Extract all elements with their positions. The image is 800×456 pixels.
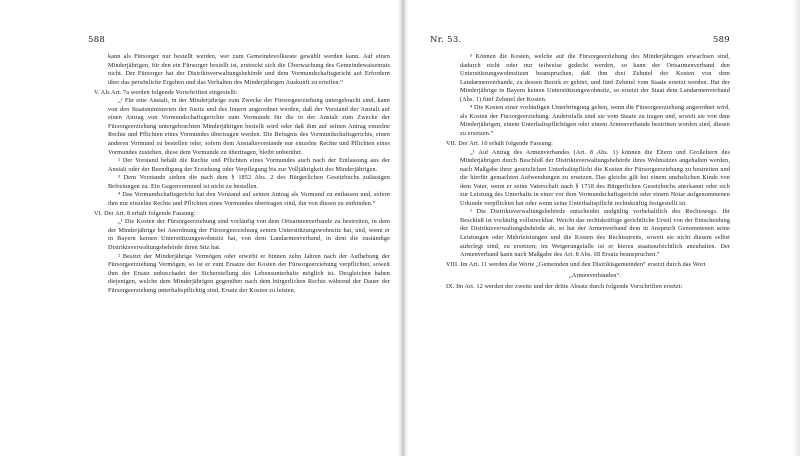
right-page bbox=[418, 0, 730, 456]
right-page-body bbox=[446, 53, 730, 292]
paragraph: ³ Können die Kosten, welche auf die Fürsorgeerziehung des Minderjährigen erwachsen sind, dadurch nicht oder nur teilweise gedeckt werden, so kann der Ortsarmenverband den Unterstützungswohnsitzen beanspruchen, daß ihm drei Zehntel der Kosten von dem Landarmenverbande, zu dessen Bezirk er gehört, und fünf Zehntel vom Staate ersetzt werden. Hat der Minderjährige in Bayern keinen Unterstützungswohnsitz, so ersetzt der Staat dem Landarmenverband (Abs. 1) fünf Zehntel der Kosten. bbox=[460, 53, 730, 103]
paragraph: „¹ Für eine Anstalt, in der Minderjährige zum Zwecke der Fürsorgeerziehung untergebracht sind, kann von den Staatsministerien der Justiz und des Innern angeordnet werden, daß der Vorstand der Anstalt auf einen Antrag von Vormundschaftsgerichte zum Vormunde für die in der Anstalt zum Zwecke der Fürsorgeerziehung untergebrachten Minderjährigen bestellt wird oder daß ihm auf seinen Antrag einzelne Rechte und Pflichten eines Vormundes übertragen werden. Die Befugnis des Vormundschaftsgerichts, einen anderen Vormund zu bestellen oder, sofern dem Anstaltsvorstande nur einzelne Rechte und Pflichten eines Vormundes zustehen, diese dem Vormunde zu übertragen, bleibt unberührt. bbox=[108, 97, 390, 156]
section-heading: V. Als Art. 7a werden folgende Vorschriften eingestellt: bbox=[94, 88, 238, 96]
section-heading: VII. Der Art. 10 erhält folgende Fassung: bbox=[446, 139, 553, 147]
paragraph: „¹ Auf Antrag des Armenverbandes (Art. 8 Abs. 1) können die Eltern und Großeltern des Minderjährigen durch Beschluß der Distriktsverwaltungsbehörde ihres Wohnsitzes angehalten werden, nach Maßgabe ihrer gesetzlichen Unterhaltspflicht die Kosten der Fürsorgeerziehung zu bestreiten und die hierfür gemachten Aufwendungen zu ersetzen. Das gleiche gilt bei einem unehelichen Kinde von dem Vater, wenn er seine Vaterschaft nach § 1718 des Bürgerlichen Gesetzbuchs anerkannt oder sich zur Leistung des Unterhalts in einer vor dem Vormundschaftsgericht oder einem Notar aufgenommenen Urkunde verpflichtet hat oder wenn seine Unterhaltspflicht rechtskräftig festgestellt ist. bbox=[460, 148, 730, 207]
paragraph: ⁴ Die Kosten einer vorläufigen Unterbringung gelten, wenn die Fürsorgeerziehung angeordnet wird, als Kosten der Fürsorgeerziehung. Andernfalls sind sie vom Staate zu tragen und, soweit sie von dem Minderjährigen, einem Unterhaltspflichtigen oder einem Armenverbande bestritten worden sind, diesen zu ersetzen.“ bbox=[460, 104, 730, 137]
paragraph: ² Der Vorstand behält die Rechte und Pflichten eines Vormundes auch nach der Entlassung aus der Anstalt oder der Beendigung der Erziehung oder Verpflegung bis zur Volljährigkeit des Minderjährigen. bbox=[108, 157, 390, 173]
section-heading: IX. Im Art. 12 werden der zweite und der dritte Absatz durch folgende Vorschriften ersetzt: bbox=[446, 283, 683, 291]
section-heading: VI. Der Art. 8 erhält folgende Fassung: bbox=[94, 209, 196, 217]
left-page bbox=[78, 0, 390, 456]
running-head: Nr. 53. bbox=[430, 35, 462, 45]
section-heading: VIII. Im Art. 11 werden die Worte „Gemeinden und den Distriktsgemeinden“ ersetzt durch das Wort bbox=[446, 261, 706, 269]
paragraph: ⁴ Das Vormundschaftsgericht hat den Vorstand auf seinen Antrag als Vormund zu entlassen und, sofern ihm nur einzelne Rechte und Pflichten eines Vormundes übertragen sind, ihn von diesen zu entbinden.“ bbox=[108, 191, 390, 207]
left-page-body bbox=[94, 53, 390, 295]
paragraph: kann als Fürsorger nur bestellt werden, wer zum Gemeindevolksrate gewählt werden kann. Auf einen Minderjährigen, für den ein Fürsorger bestellt ist, erstreckt sich die Überwachung des Gemeindewaisenrats nicht. Der Fürsorger hat der Distriktsverwaltungsbehörde und dem Vormundschaftsgericht auf Erfordern über das persönliche Ergehen und das Verhalten des Minderjährigen Auskunft zu erteilen.“ bbox=[108, 53, 390, 86]
paragraph: ² Besitzt der Minderjährige Vermögen oder erwirbt er binnen zehn Jahren nach der Aufhebung der Fürsorgeerziehung Vermögen, so ist er zum Ersatze der Kosten der Fürsorgeerziehung verpflichtet, soweit ihm der Ersatz unbeschadet der Sicherstellung des Lebensunterhalts möglich ist. Desgleichen haben diejenigen, welche dem Minderjährigen gegenüber nach dem bürgerlichen Rechte während der Dauer der Fürsorgeerziehung unterhaltspflichtig sind, Ersatz der Kosten zu leisten. bbox=[108, 252, 390, 294]
page-number-left: 588 bbox=[88, 35, 106, 45]
paragraph: ³ Dem Vorstande stehen die nach dem § 1852 Abs. 2 des Bürgerlichen Gesetzbuchs zulässigen Befreiungen zu. Ein Gegenvormund ist nicht zu bestellen. bbox=[108, 174, 390, 190]
page-number-right: 589 bbox=[712, 35, 730, 45]
page-edge bbox=[792, 0, 800, 456]
paragraph: „¹ Die Kosten der Fürsorgeerziehung sind vorläufig von dem Ortsarmenverbande zu bestreiten, in dem der Minderjährige bei Anordnung der Fürsorgeerziehung seinen Unterstützungswohnsitz hat, und, wenn er in Bayern keinen Unterstützungswohnsitz hat, von dem Landarmenverband, in dem die zuständige Distriktsverwaltungsbehörde ihren Sitz hat. bbox=[108, 218, 390, 252]
paragraph: ² Die Distriktsverwaltungsbehörde entscheidet endgültig vorbehaltlich des Rechtswegs. Ihr Beschluß ist vorläufig vollstreckbar. Weicht das rechtskräftige gerichtliche Urteil von der Entscheidung der Distriktsverwaltungsbehörde ab, so hat der Armenverband dem in Anspruch Genommenen seine Leistungen oder Mehrleistungen und die Kosten des Rechtsstreits, soweit sie nicht diesem selbst auferlegt sind, zu ersetzen; im Weigerungsfalle ist er hierzu staatsaufsichtlich anzuhalten. Der Armenverband kann nach Maßgabe des Art. 8 Abs. III Ersatz beanspruchen.“ bbox=[460, 208, 730, 259]
book-gutter bbox=[398, 0, 408, 456]
quoted-term: „Armenverbänden“. bbox=[568, 272, 622, 280]
